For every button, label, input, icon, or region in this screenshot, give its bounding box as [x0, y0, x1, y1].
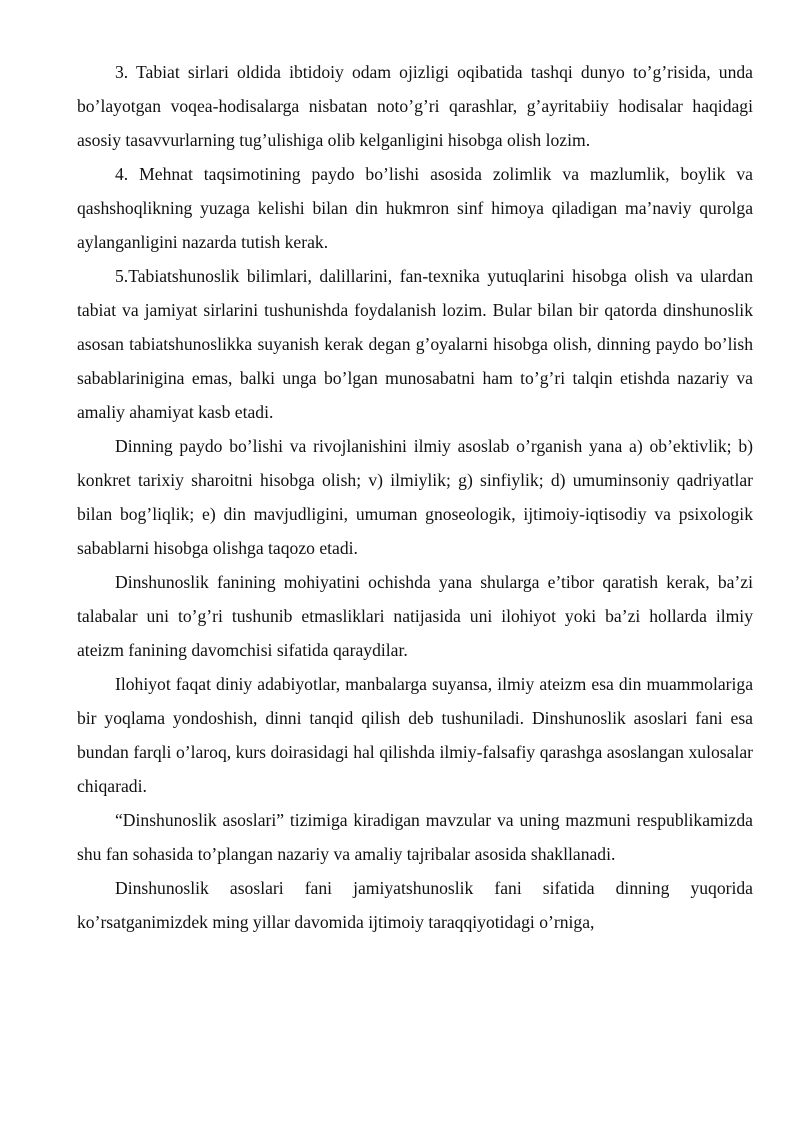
document-page — [77, 55, 753, 939]
paragraph-point-3: 3. Tabiat sirlari oldida ibtidoiy odam ojizligi oqibatida tashqi dunyo to’g’risida, unda bo’layotgan voqea-hodisalarga nisbatan noto’g’ri qarashlar, g’ayritabiiy hodisalar haqidagi asosiy tasavvurlarning tug’ulishiga olib kelganligini hisobga olish lozim. — [77, 62, 753, 150]
paragraph-point-5: 5.Tabiatshunoslik bilimlari, dalillarini, fan-texnika yutuqlarini hisobga olish va ulardan tabiat va jamiyat sirlarini tushunishda foydalanish lozim. Bular bilan bir qatorda dinshunoslik asosan tabiatshunoslikka suyanish kerak degan g’oyalarni hisobga olish, dinning paydo bo’lish sabablarinigina emas, balki unga bo’lgan munosabatni ham to’g’ri talqin etishda nazariy va amaliy ahamiyat kasb etadi. — [77, 266, 753, 422]
paragraph-essence: Dinshunoslik fanining mohiyatini ochishda yana shularga e’tibor qaratish kerak, ba’zi talabalar uni to’g’ri tushunib etmasliklari natijasida uni ilohiyot yoki ba’zi hollarda ilmiy ateizm fanining davomchisi sifatida qaraydilar. — [77, 572, 753, 660]
paragraph-theology-atheism: Ilohiyot faqat diniy adabiyotlar, manbalarga suyansa, ilmiy ateizm esa din muammolariga bir yoqlama yondoshish, dinni tanqid qilish deb tushuniladi. Dinshunoslik asoslari fani esa bundan farqli o’laroq, kurs doirasidagi hal qilishda ilmiy-falsafiy qarashga asoslangan xulosalar chiqaradi. — [77, 674, 753, 796]
paragraph-course-topics: “Dinshunoslik asoslari” tizimiga kiradigan mavzular va uning mazmuni respublikamizda shu fan sohasida to’plangan nazariy va amaliy tajribalar asosida shakllanadi. — [77, 810, 753, 864]
paragraph-study-principles: Dinning paydo bo’lishi va rivojlanishini ilmiy asoslab o’rganish yana a) ob’ektivlik; b) konkret tarixiy sharoitni hisobga olish; v) ilmiylik; g) sinfiylik; d) umuminsoniy qadriyatlar bilan bog’liqlik; e) din mavjudligini, umuman gnoseologik, ijtimoiy-iqtisodiy va psixologik sabablarni hisobga olishga taqozo etadi. — [77, 436, 753, 558]
paragraph-social-science: Dinshunoslik asoslari fani jamiyatshunoslik fani sifatida dinning yuqorida ko’rsatganimizdek ming yillar davomida ijtimoiy taraqqiyotidagi o’rniga, — [77, 878, 753, 932]
paragraph-point-4: 4. Mehnat taqsimotining paydo bo’lishi asosida zolimlik va mazlumlik, boylik va qashshoqlikning yuzaga kelishi bilan din hukmron sinf himoya qiladigan ma’naviy qurolga aylanganligini nazarda tutish kerak. — [77, 164, 753, 252]
